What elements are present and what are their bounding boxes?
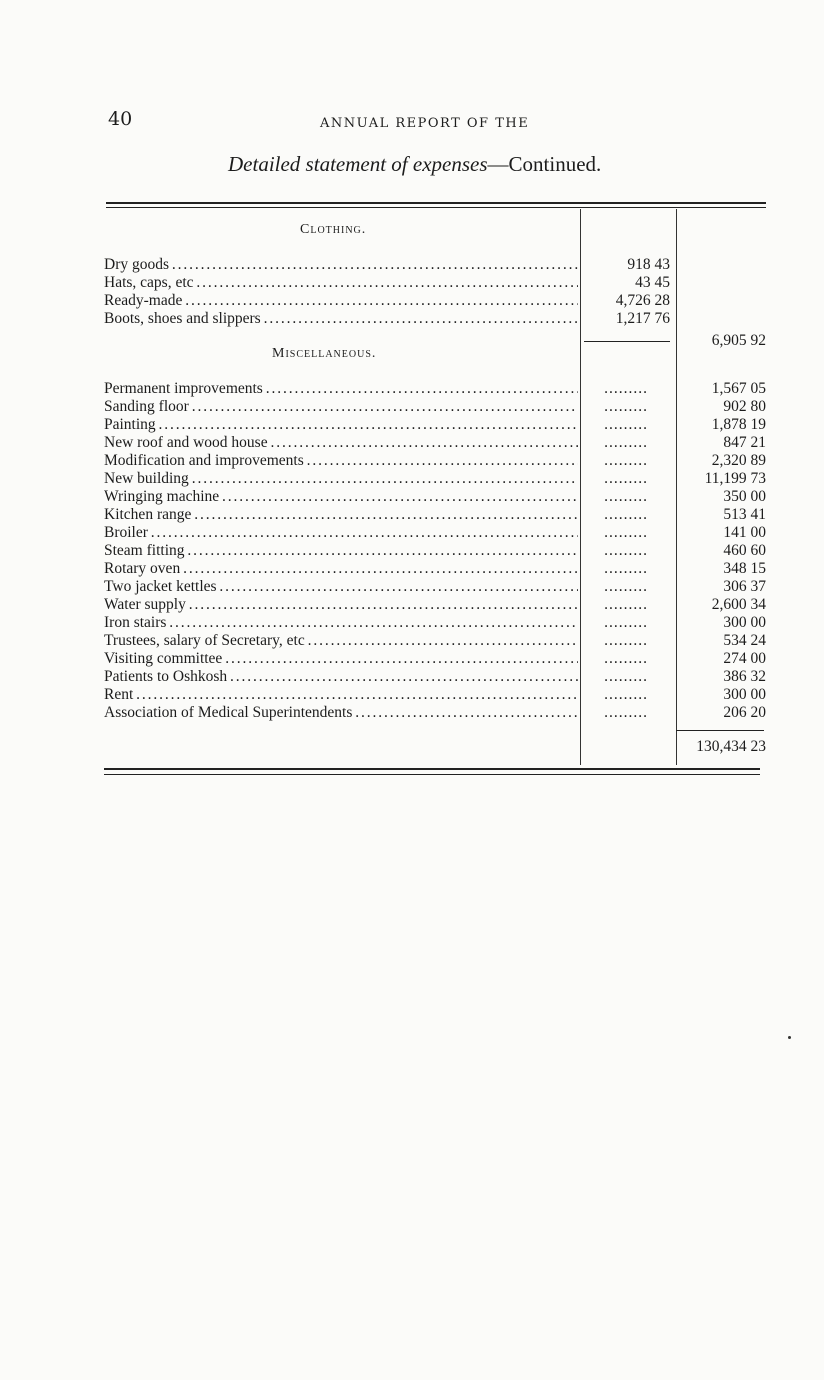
clothing-total: 6,905 92 [711,332,766,349]
section-heading-clothing: Clothing. [300,222,367,237]
row-leader: ......... [604,488,648,505]
row-label: Dry goods . . . [104,256,578,274]
row-label: Water supply . . . [104,596,578,614]
table-row [104,274,766,292]
table-row [104,650,766,668]
row-leader: ......... [604,434,648,451]
row-label: New building . . . [104,470,578,488]
section-heading-miscellaneous: Miscellaneous. [272,346,377,361]
row-label: Association of Medical Superintendents . . . [104,704,578,722]
table-row [104,470,766,488]
table-row [104,614,766,632]
row-amount: 1,878 19 [711,416,766,433]
row-label: Wringing machine . . . [104,488,578,506]
row-leader: ......... [604,650,648,667]
row-leader: ......... [604,704,648,721]
grand-total-row [104,738,766,756]
table-row [104,542,766,560]
grand-total: 130,434 23 [696,738,766,755]
row-amount: 11,199 73 [704,470,766,487]
row-leader: ......... [604,578,648,595]
row-amount: 2,600 34 [711,596,766,613]
page-subtitle [228,152,601,177]
running-head: ANNUAL REPORT OF THE [320,116,530,131]
row-amount: 306 37 [723,578,766,595]
row-amount: 2,320 89 [711,452,766,469]
row-amount: 141 00 [723,524,766,541]
row-leader: ......... [604,632,648,649]
row-leader: ......... [604,416,648,433]
row-amount: 386 32 [723,668,766,685]
row-amount: 460 60 [723,542,766,559]
row-leader: ......... [604,470,648,487]
row-label: Permanent improvements . . . [104,380,578,398]
table-row [104,686,766,704]
row-amount: 206 20 [723,704,766,721]
row-label: Two jacket kettles . . . [104,578,578,596]
row-amount: 902 80 [723,398,766,415]
subtitle-italic: Detailed statement of expenses [228,152,488,176]
table-row [104,292,766,310]
table-row [104,452,766,470]
table-row [104,416,766,434]
row-leader: ......... [604,668,648,685]
row-label: Rotary oven . . . [104,560,578,578]
row-amount: 4,726 28 [615,292,670,309]
row-amount: 43 45 [635,274,670,291]
row-label: Kitchen range . . . [104,506,578,524]
row-amount: 300 00 [723,614,766,631]
page-number: 40 [108,108,133,130]
table-top-rule [106,202,766,204]
row-leader: ......... [604,398,648,415]
row-amount: 534 24 [723,632,766,649]
row-leader: ......... [604,560,648,577]
row-amount: 1,217 76 [615,310,670,327]
row-amount: 348 15 [723,560,766,577]
row-leader: ......... [604,614,648,631]
row-label: Ready-made . . . [104,292,578,310]
row-label: Modification and improvements . . . [104,452,578,470]
row-label: Iron stairs . . . [104,614,578,632]
row-amount: 350 00 [723,488,766,505]
row-label: Trustees, salary of Secretary, etc . . . [104,632,578,650]
table-row [104,434,766,452]
row-leader: ......... [604,380,648,397]
table-row [104,398,766,416]
row-leader: ......... [604,506,648,523]
table-row [104,506,766,524]
row-leader: ......... [604,524,648,541]
row-amount: 847 21 [723,434,766,451]
table-row [104,488,766,506]
row-leader: ......... [604,596,648,613]
clothing-total-row [104,332,766,350]
table-row [104,596,766,614]
row-amount: 274 00 [723,650,766,667]
row-label: Sanding floor . . . [104,398,578,416]
table-row [104,380,766,398]
table-row [104,310,766,328]
table-row [104,256,766,274]
row-label: Patients to Oshkosh . . . [104,668,578,686]
table-bottom-rule [104,768,760,770]
table-row [104,668,766,686]
page-speck [788,1036,791,1039]
row-label: Broiler . . . [104,524,578,542]
row-label: Painting . . . [104,416,578,434]
row-label: Boots, shoes and slippers . . . [104,310,578,328]
row-leader: ......... [604,452,648,469]
row-amount: 918 43 [627,256,670,273]
subtitle-continued: —Continued. [487,152,602,176]
row-leader: ......... [604,542,648,559]
table-row [104,578,766,596]
table-bottom-rule-thin [104,774,760,775]
grand-total-rule [676,730,764,731]
table-row [104,560,766,578]
table-row [104,632,766,650]
row-label: Hats, caps, etc . . . [104,274,578,292]
row-label: New roof and wood house . . . [104,434,578,452]
row-label: Steam fitting . . . [104,542,578,560]
row-label: Visiting committee . . . [104,650,578,668]
table-top-rule-thin [106,207,766,208]
row-amount: 1,567 05 [711,380,766,397]
row-leader: ......... [604,686,648,703]
row-amount: 300 00 [723,686,766,703]
table-row [104,524,766,542]
table-row [104,704,766,722]
row-label: Rent . . . [104,686,578,704]
row-amount: 513 41 [723,506,766,523]
